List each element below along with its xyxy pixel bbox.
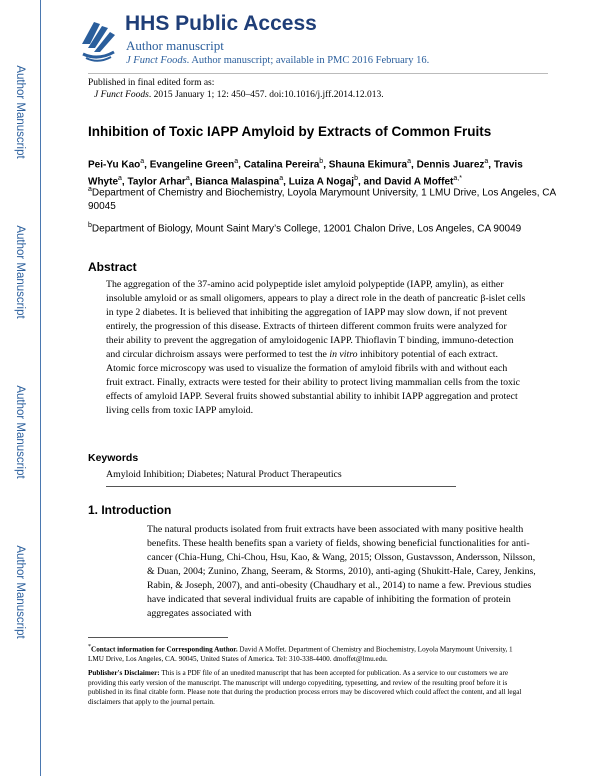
hhs-eagle-logo-icon (78, 14, 118, 62)
footnote-text: David A Moffet. Department of Chemistry and Biochemistry, Loyola Marymount University, 1 LMU Drive, Los Angeles, CA. 90045, United States of America. Tel: 310-338-4400. dmoffet@lmu.edu. (88, 645, 513, 663)
author-manuscript-label: Author manuscript (126, 38, 224, 53)
author-affiliation-marker: b (354, 175, 358, 183)
footnote-label: Contact information for Corresponding Author. (91, 645, 238, 654)
abstract-heading: Abstract (88, 260, 137, 274)
author-separator: , (144, 159, 150, 171)
author-separator: , (189, 176, 196, 188)
author-name: Dennis Juarez (416, 159, 485, 171)
published-label: Published in final edited form as: (88, 78, 215, 88)
availability-note: . Author manuscript; available in PMC 2016 February 16. (186, 55, 430, 66)
abstract-italic: in vitro (329, 349, 358, 360)
keywords-divider (106, 486, 456, 487)
abstract-text: The aggregation of the 37-amino acid polypeptide islet amyloid polypeptide (IAPP, amylin), as either insoluble amyloid or as small oligomers, appears to play a direct role in the death of pancreatic β-islet cells in type 2 diabetes. It is believed that inhibiting the aggregation of IAPP may slow down, if not prevent entirely, the progression of this disease. Extracts of thirteen different common fruits were analyzed for their ability to prevent the aggregation of amyloidogenic IAPP. Thioflavin T binding, immuno-detection and circular dichroism assays were performed to test the (106, 279, 526, 360)
disclaimer-text: This is a PDF file of an unedited manuscript that has been accepted for publication. As a service to our customers we are providing this early version of the manuscript. The manuscript will undergo copyediting, typesetting, and review of the resulting proof before it is published in its final citable form. Please note that during the production process errors may be discovered which could affect the content, and all legal disclaimers that apply to the journal pertain. (88, 669, 522, 706)
footnote-marker: * (88, 644, 91, 650)
keywords-heading: Keywords (88, 452, 139, 464)
author-affiliation-marker: a (118, 175, 122, 183)
abstract-text: inhibitory potential of each extract. Atomic force microscopy was used to visualize the formation of amyloid fibrils with and without each fruit extract. Finally, extracts were tested for their ability to protect living mammalian cells from the toxic effects of amyloid IAPP. Several fruits showed substantial ability to inhibit IAPP aggregation and protect living cells from toxic IAPP amyloid. (106, 349, 520, 416)
journal-name: J Funct Foods (126, 55, 187, 66)
abstract-body (106, 278, 526, 418)
author-name: Bianca Malaspina (195, 176, 280, 188)
author-separator: , (283, 176, 289, 188)
sidebar-label: Author Manuscript (14, 225, 26, 319)
introduction-heading: 1. Introduction (88, 503, 172, 517)
disclaimer-label: Publisher's Disclaimer: (88, 669, 160, 677)
affiliation-marker: a (88, 186, 92, 193)
affiliation-b (88, 219, 558, 236)
citation (94, 90, 384, 100)
citation-details: . 2015 January 1; 12: 450–457. doi:10.1016/j.jff.2014.12.013. (148, 90, 384, 100)
sidebar-label: Author Manuscript (14, 385, 26, 479)
sidebar-label: Author Manuscript (14, 65, 26, 159)
affiliation-marker: b (88, 222, 92, 229)
author-affiliation-marker: a,* (453, 175, 462, 183)
sidebar-label: Author Manuscript (14, 545, 26, 639)
author-separator: , (411, 159, 417, 171)
footnote-divider (88, 637, 228, 638)
author-affiliation-marker: b (319, 158, 324, 165)
author-name: Travis Whyte (88, 159, 523, 188)
author-affiliation-marker: a (234, 158, 239, 165)
author-name: Evangeline Green (149, 159, 235, 171)
author-name: Luiza A Nogaj (288, 176, 355, 188)
author-name: David A Moffet (384, 176, 454, 188)
keywords-list: Amyloid Inhibition; Diabetes; Natural Product Therapeutics (106, 469, 342, 480)
affiliation-a (88, 183, 558, 214)
hhs-public-access-title: HHS Public Access (125, 12, 317, 35)
author-separator: , (323, 159, 329, 171)
affiliation-text: Department of Biology, Mount Saint Mary’s College, 12001 Chalon Drive, Los Angeles, CA 90049 (91, 223, 522, 235)
publisher-disclaimer (88, 669, 528, 707)
author-separator: , (121, 176, 128, 188)
author-name: Taylor Arhar (127, 176, 186, 188)
manuscript-availability (126, 55, 429, 66)
author-affiliation-marker: a (140, 158, 145, 165)
author-affiliation-marker: a (185, 175, 190, 183)
author-separator: , (488, 159, 494, 171)
corresponding-author-footnote (88, 643, 528, 664)
introduction-body: The natural products isolated from fruit extracts have been associated with many positive health benefits. These health benefits span a variety of fields, showing beneficial functionalities for anti-cancer (Chia-Hung, Chi-Chou, Hsu, Kao, & Wang, 2015; Olsson, Gustavsson, Andersson, Nilsson, & Duan, 2004; Zunino, Zhang, Seeram, & Storms, 2010), anti-aging (Shukitt-Hale, Carey, Jenkins, Rabin, & Joseph, 2007), and anti-obesity (Chaudhary et al., 2014) to name a few. Previous studies have indicated that several individual fruits are capable of inhibiting the formation of protein aggregates associated with (147, 524, 536, 619)
author-affiliation-marker: a (407, 158, 412, 165)
author-name: Shauna Ekimura (328, 159, 408, 171)
author-separator: , and (357, 176, 385, 188)
author-name: Pei-Yu Kao (88, 159, 141, 171)
author-affiliation-marker: a (279, 175, 284, 183)
article-title: Inhibition of Toxic IAPP Amyloid by Extracts of Common Fruits (88, 124, 492, 139)
citation-journal: J Funct Foods (94, 90, 149, 100)
sidebar-divider (40, 0, 41, 776)
author-affiliation-marker: a (484, 158, 489, 165)
author-manuscript-sidebar (0, 0, 40, 776)
author-separator: , (238, 159, 244, 171)
affiliation-text: Department of Chemistry and Biochemistry, Loyola Marymount University, 1 LMU Drive, Los Angeles, CA 90045 (88, 187, 556, 213)
header-divider (88, 73, 548, 74)
author-name: Catalina Pereira (243, 159, 320, 171)
